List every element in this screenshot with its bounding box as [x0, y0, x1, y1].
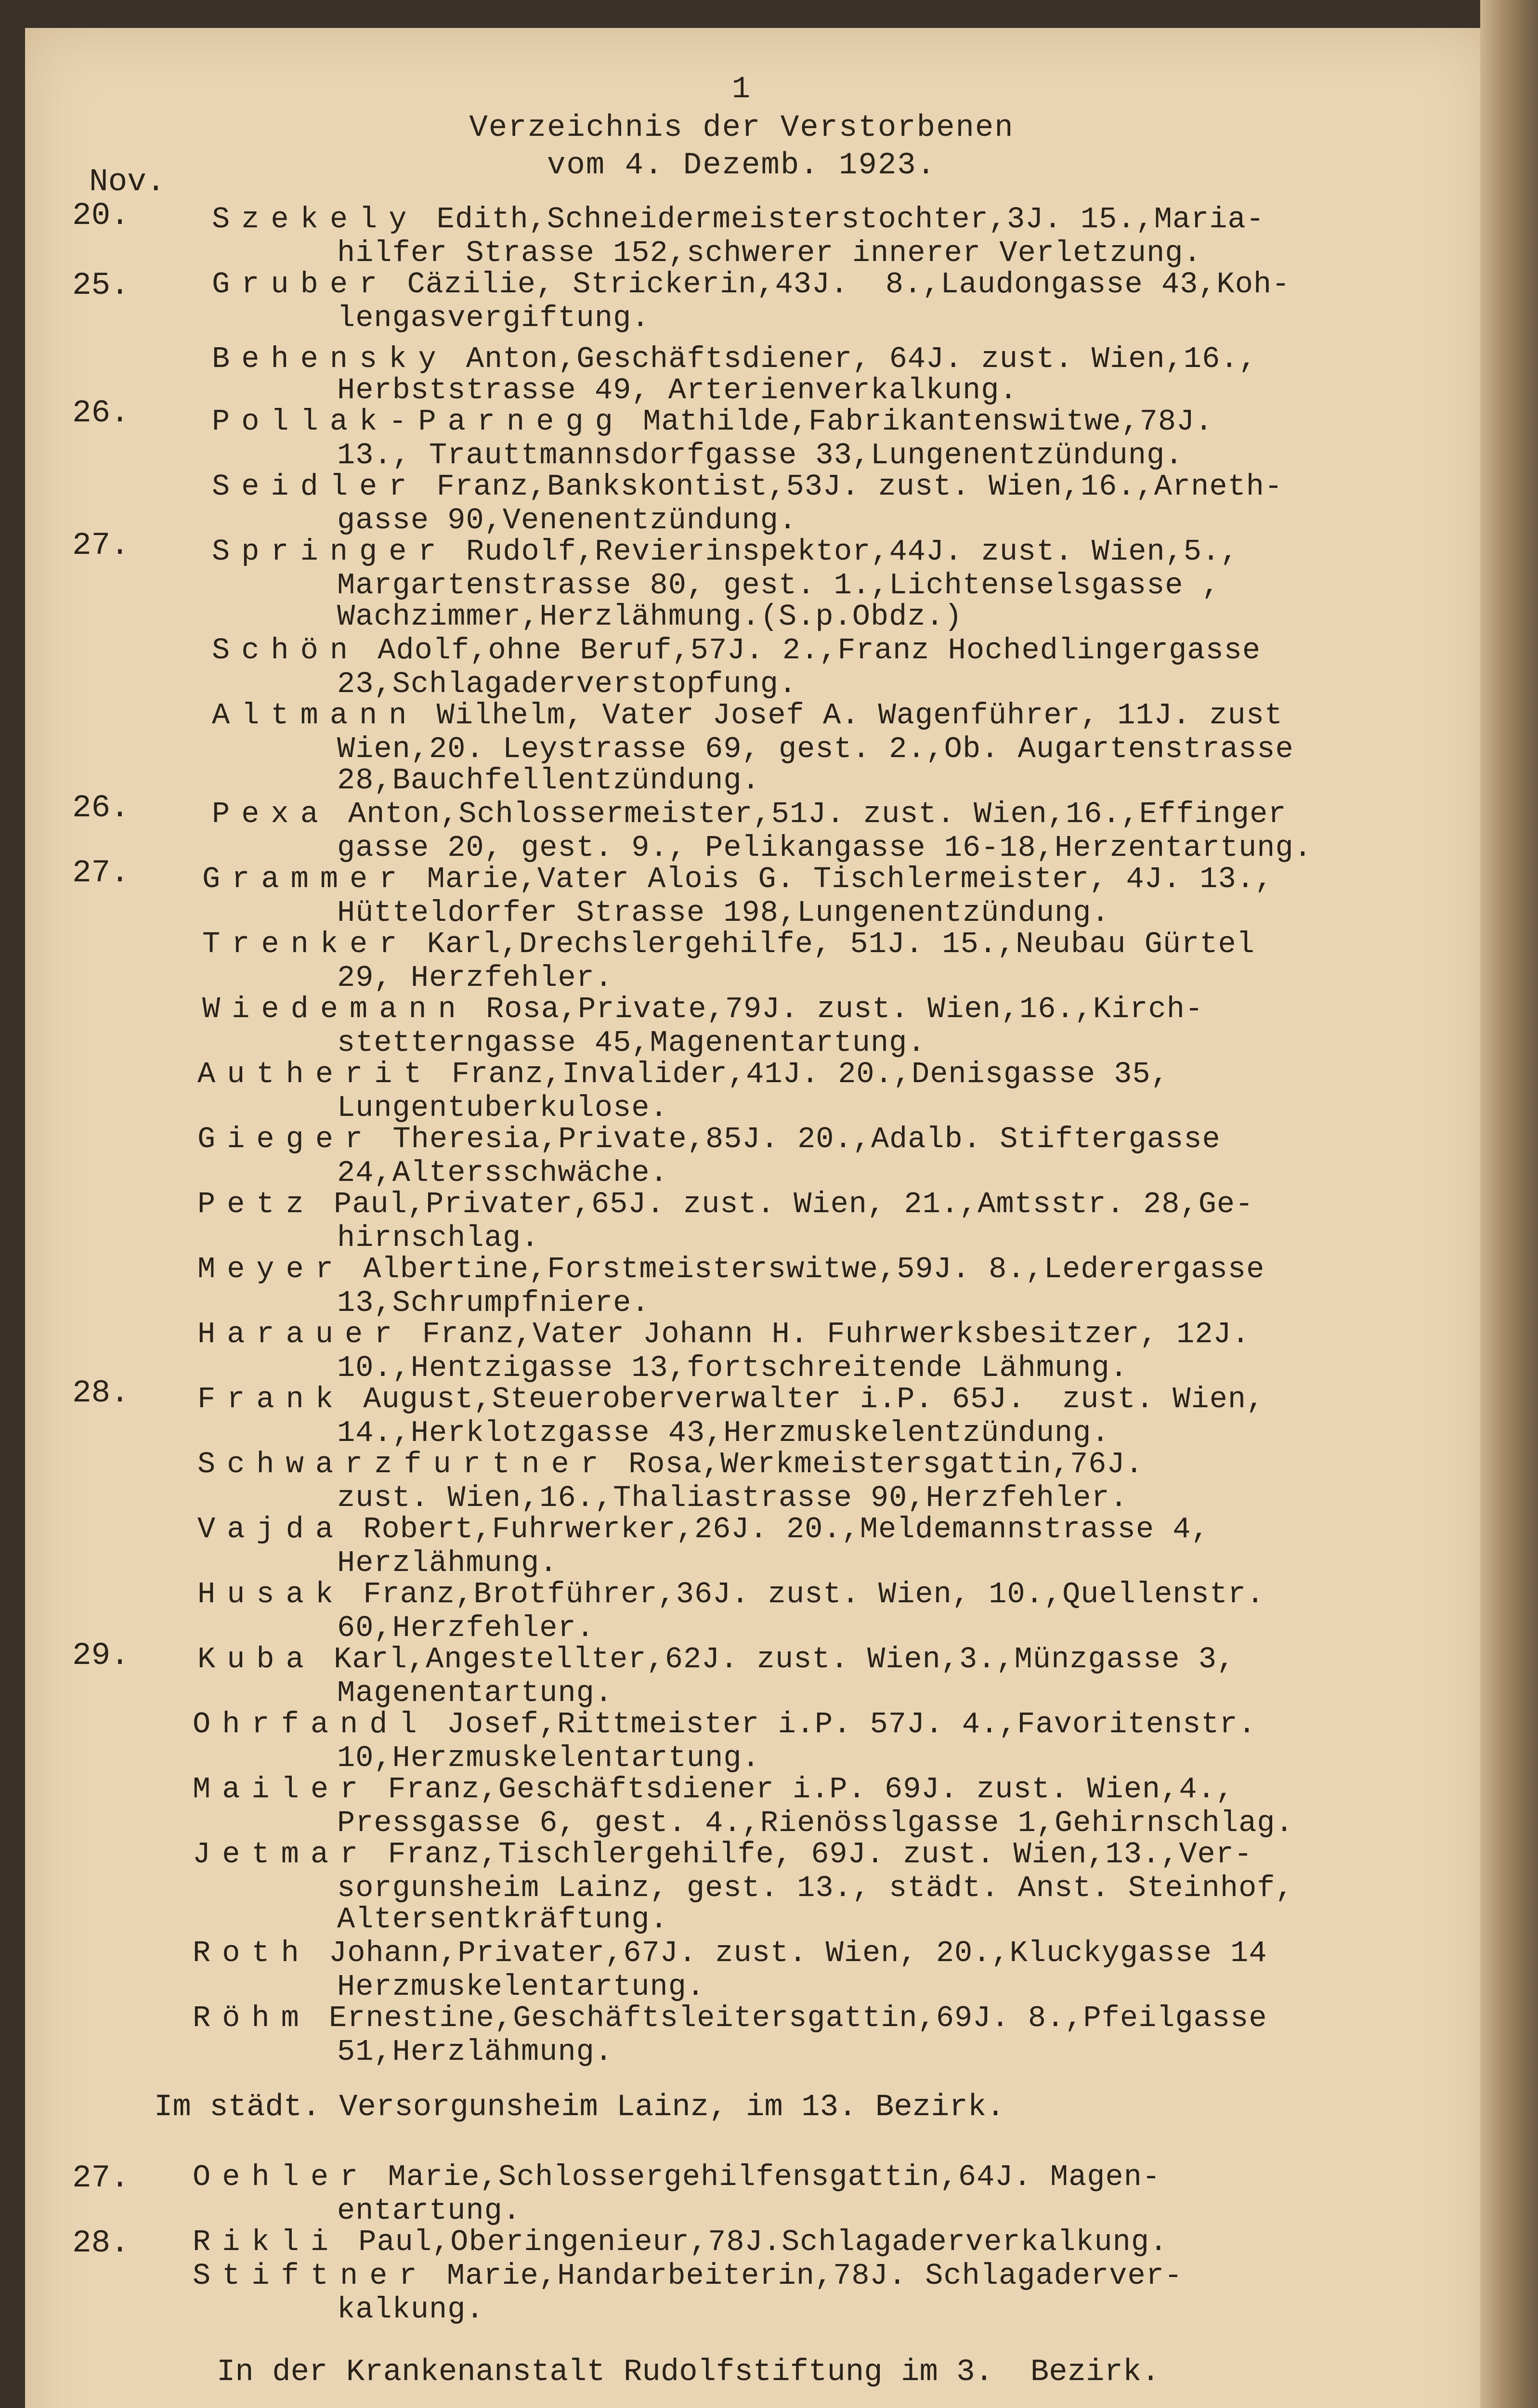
entry-continuation: sorgunsheim Lainz, gest. 13., städt. Anst. Steinhof, [337, 1871, 1294, 1905]
entry-text: Franz,Invalider,41J. 20.,Denisgasse 35, [433, 1057, 1169, 1091]
entry-continuation: Pressgasse 6, gest. 4.,Rienösslgasse 1,Gehirnschlag. [337, 1806, 1294, 1840]
entry-continuation: Margartenstrasse 80, gest. 1.,Lichtenselsgasse , [337, 568, 1220, 602]
surname: Stiftner [193, 2259, 429, 2293]
entry [212, 633, 1261, 667]
entry [202, 862, 1273, 896]
surname: Roth [193, 1936, 311, 1970]
entry-text: Rosa,Werkmeistersgattin,76J. [610, 1447, 1144, 1481]
entry-continuation: 51,Herzlähmung. [337, 2035, 613, 2069]
entry [212, 698, 1283, 733]
date-label: 25. [72, 267, 130, 303]
entry [193, 2001, 1267, 2035]
entry [197, 1447, 1144, 1481]
surname: Mailer [193, 1772, 370, 1806]
entry-continuation: stetterngasse 45,Magenentartung. [337, 1026, 926, 1060]
entry-text: Franz,Vater Johann H. Fuhrwerksbesitzer, 12J. [404, 1317, 1250, 1351]
surname: Springer [212, 535, 448, 569]
entry-text: Franz,Brotführer,36J. zust. Wien, 10.,Quellenstr. [345, 1577, 1265, 1611]
entry-continuation: 29, Herzfehler. [337, 961, 613, 995]
entry [193, 1772, 1234, 1806]
entry-text: Franz,Tischlergehilfe, 69J. zust. Wien,13.,Ver- [369, 1837, 1253, 1871]
date-label: 28. [72, 2225, 130, 2261]
entry-continuation: Hütteldorfer Strasse 198,Lungenentzündung. [337, 896, 1110, 930]
section-heading: In der Krankenanstalt Rudolfstiftung im 3. Bezirk. [217, 2355, 1160, 2390]
surname: Grammer [202, 862, 409, 896]
entry-text: Johann,Privater,67J. zust. Wien, 20.,Kluckygasse 14 [310, 1936, 1267, 1970]
surname: Schön [212, 633, 360, 667]
entry-continuation: Wien,20. Leystrasse 69, gest. 2.,Ob. Augartenstrasse [337, 732, 1294, 766]
entry [197, 1252, 1264, 1286]
entry-continuation: Magenentartung. [337, 1676, 613, 1710]
entry-text: Robert,Fuhrwerker,26J. 20.,Meldemannstrasse 4, [345, 1512, 1210, 1546]
entry-continuation: Lungentuberkulose. [337, 1091, 668, 1125]
entry-continuation: lengasvergiftung. [337, 301, 650, 335]
entry-text: Karl,Drechslergehilfe, 51J. 15.,Neubau Gürtel [408, 927, 1255, 961]
entry-text: Anton,Schlossermeister,51J. zust. Wien,16.,Effinger [329, 797, 1287, 831]
date-label: 27. [72, 855, 130, 891]
entry-text: Mathilde,Fabrikantenswitwe,78J. [624, 405, 1213, 439]
surname: Schwarzfurtner [197, 1447, 610, 1481]
entry [197, 1382, 1264, 1416]
entry [212, 267, 1290, 301]
surname: Oehler [193, 2160, 370, 2194]
surname: Szekely [212, 202, 418, 236]
entry-continuation: entartung. [337, 2194, 521, 2228]
date-label: 20. [72, 197, 130, 234]
date-label: 26. [72, 790, 130, 826]
entry [193, 1837, 1252, 1871]
entry [197, 1317, 1250, 1351]
month-label: Nov. [89, 164, 166, 200]
entry [197, 1057, 1169, 1091]
entry-continuation: Herzlähmung. [337, 1546, 558, 1580]
entry-text: Josef,Rittmeister i.P. 57J. 4.,Favoritenstr. [428, 1707, 1256, 1741]
entry [212, 797, 1287, 831]
entry-continuation: hilfer Strasse 152,schwerer innerer Verletzung. [337, 236, 1202, 270]
entry-continuation: gasse 90,Venenentzündung. [337, 503, 797, 537]
surname: Pexa [212, 797, 330, 831]
entry [212, 405, 1213, 439]
surname: Rikli [193, 2225, 340, 2259]
entry-continuation: Herzmuskelentartung. [337, 1970, 705, 2004]
entry-text: Edith,Schneidermeisterstochter,3J. 15.,Maria- [418, 202, 1264, 236]
date-label: 27. [72, 527, 130, 563]
entry [193, 1936, 1267, 1970]
entry-text: Franz,Geschäftsdiener i.P. 69J. zust. Wien,4., [369, 1772, 1234, 1806]
entry [197, 1642, 1235, 1676]
entry [212, 470, 1283, 504]
surname: Husak [197, 1577, 345, 1611]
entry [212, 535, 1239, 569]
date-label: 28. [72, 1375, 130, 1411]
section-heading: Im städt. Versorgunsheim Lainz, im 13. Bezirk. [154, 2090, 1005, 2125]
date-label: 27. [72, 2160, 130, 2196]
surname: Altmann [212, 698, 418, 733]
surname: Petz [197, 1187, 315, 1221]
surname: Frank [197, 1382, 345, 1416]
entry [202, 992, 1203, 1026]
entry-text: Anton,Geschäftsdiener, 64J. zust. Wien,16., [447, 342, 1257, 376]
entry-continuation: hirnschlag. [337, 1221, 540, 1255]
surname: Röhm [193, 2001, 311, 2035]
surname: Trenker [202, 927, 409, 961]
entry [197, 1512, 1210, 1546]
entry-text: Marie,Handarbeiterin,78J. Schlagaderver- [428, 2259, 1183, 2293]
surname: Harauer [197, 1317, 404, 1351]
surname: Seidler [212, 470, 418, 504]
entry-text: Franz,Bankskontist,53J. zust. Wien,16.,Arneth- [418, 470, 1283, 504]
date-label: 26. [72, 395, 130, 431]
surname: Gieger [197, 1122, 375, 1156]
entry-text: Adolf,ohne Beruf,57J. 2.,Franz Hochedlingergasse [359, 633, 1261, 667]
entry-continuation: Altersentkräftung. [337, 1902, 668, 1937]
entry-text: Karl,Angestellter,62J. zust. Wien,3.,Münzgasse 3, [315, 1642, 1236, 1676]
entry [212, 202, 1264, 236]
entry-continuation: 10,Herzmuskelentartung. [337, 1741, 760, 1775]
surname: Jetmar [193, 1837, 370, 1871]
entry-continuation: kalkung. [337, 2292, 484, 2327]
surname: Behensky [212, 342, 448, 376]
entry-continuation: 24,Altersschwäche. [337, 1156, 668, 1190]
entry-text: Rosa,Private,79J. zust. Wien,16.,Kirch- [467, 992, 1204, 1026]
entry-text: Marie,Schlossergehilfensgattin,64J. Magen- [369, 2160, 1161, 2194]
entry-continuation: 23,Schlagaderverstopfung. [337, 667, 797, 701]
surname: Wiedemann [202, 992, 468, 1026]
page-number: 1 [731, 72, 752, 107]
entry-continuation: 60,Herzfehler. [337, 1611, 595, 1645]
surname: Kuba [197, 1642, 315, 1676]
title-line-2: vom 4. Dezemb. 1923. [547, 148, 937, 183]
entry-continuation: gasse 20, gest. 9., Pelikangasse 16-18,Herzentartung. [337, 831, 1312, 865]
entry-continuation: 10.,Hentzigasse 13,fortschreitende Lähmung. [337, 1351, 1128, 1385]
surname: Ohrfandl [193, 1707, 429, 1741]
entry-text: Marie,Vater Alois G. Tischlermeister, 4J. 13., [408, 862, 1274, 896]
entry-text: August,Steueroberverwalter i.P. 65J. zust. Wien, [345, 1382, 1265, 1416]
entry-text: Wilhelm, Vater Josef A. Wagenführer, 11J. zust [418, 698, 1283, 733]
entry-continuation: zust. Wien,16.,Thaliastrasse 90,Herzfehler. [337, 1481, 1128, 1515]
entry-text: Rudolf,Revierinspektor,44J. zust. Wien,5., [447, 535, 1239, 569]
entry-continuation: 28,Bauchfellentzündung. [337, 763, 760, 798]
entry [197, 1187, 1253, 1221]
entry-text: Cäzilie, Strickerin,43J. 8.,Laudongasse 43,Koh- [389, 267, 1290, 301]
surname: Autherit [197, 1057, 433, 1091]
entry-continuation: 14.,Herklotzgasse 43,Herzmuskelentzündung. [337, 1416, 1110, 1450]
book-spine [1480, 0, 1538, 2408]
entry [202, 927, 1255, 961]
entry-text: Theresia,Private,85J. 20.,Adalb. Stiftergasse [374, 1122, 1221, 1156]
title-line-1: Verzeichnis der Verstorbenen [469, 111, 1014, 145]
entry [193, 1707, 1256, 1741]
entry-continuation: Wachzimmer,Herzlähmung.(S.p.Obdz.) [337, 600, 963, 634]
entry-text: Paul,Privater,65J. zust. Wien, 21.,Amtsstr. 28,Ge- [315, 1187, 1254, 1221]
entry-continuation: 13., Trauttmannsdorfgasse 33,Lungenentzündung. [337, 438, 1184, 472]
surname: Meyer [197, 1252, 345, 1286]
entry-text: Albertine,Forstmeisterswitwe,59J. 8.,Lederergasse [345, 1252, 1265, 1286]
date-label: 29. [72, 1637, 130, 1674]
surname: Gruber [212, 267, 389, 301]
entry-continuation: Herbststrasse 49, Arterienverkalkung. [337, 373, 1018, 407]
surname: Vajda [197, 1512, 345, 1546]
entry-continuation: 13,Schrumpfniere. [337, 1286, 650, 1320]
entry-text: Paul,Oberingenieur,78J.Schlagaderverkalkung. [340, 2225, 1168, 2259]
surname: Pollak-Parnegg [212, 405, 625, 439]
entry [193, 2225, 1168, 2259]
entry [212, 342, 1257, 376]
entry [193, 2259, 1183, 2293]
entry [197, 1577, 1264, 1611]
entry [197, 1122, 1221, 1156]
entry [193, 2160, 1160, 2194]
entry-text: Ernestine,Geschäftsleitersgattin,69J. 8.,Pfeilgasse [310, 2001, 1267, 2035]
